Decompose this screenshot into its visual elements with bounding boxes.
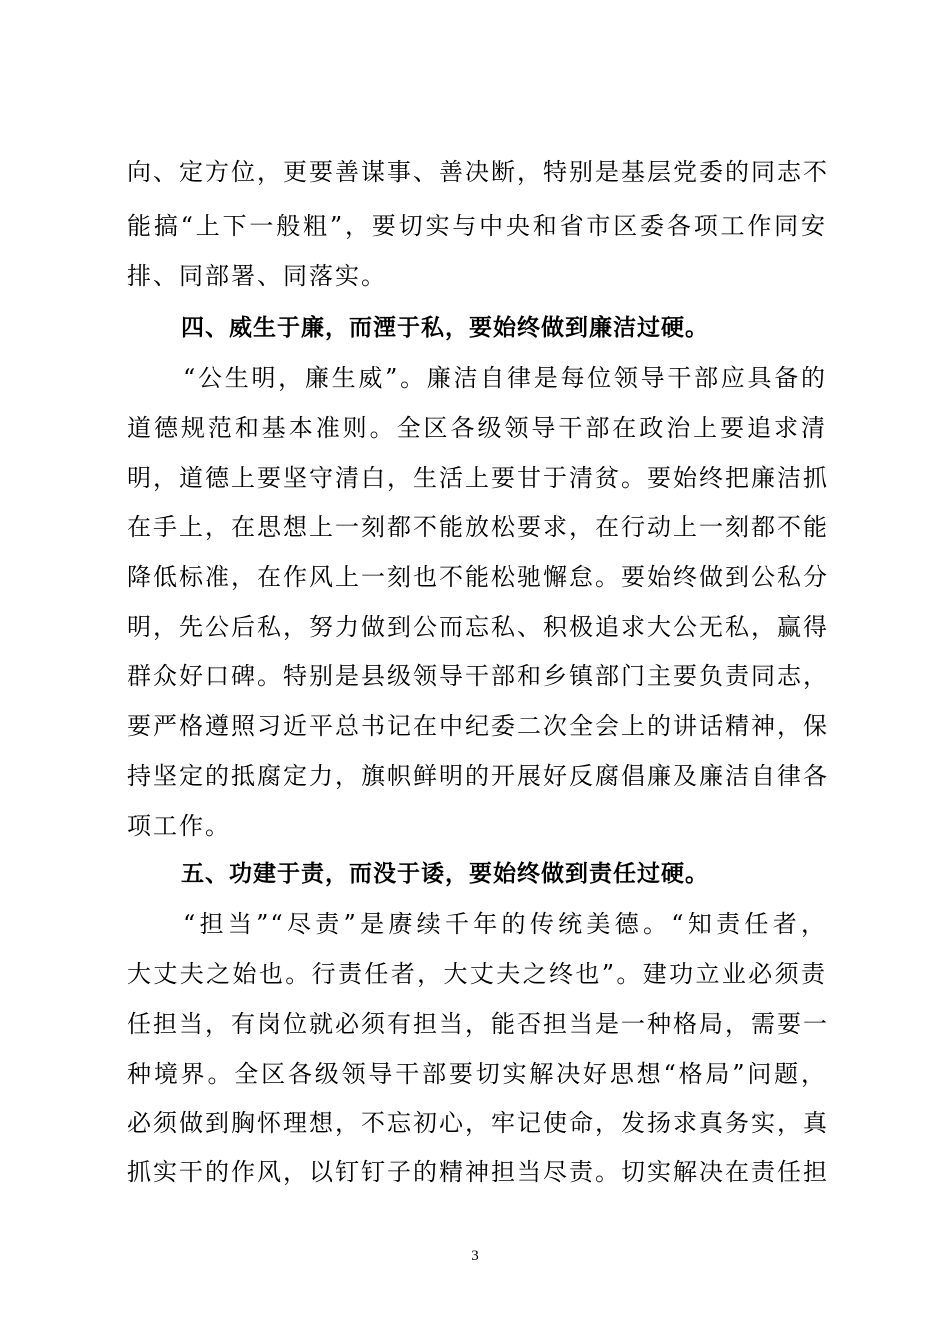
paragraph-line: 项工作。 [127, 812, 231, 840]
paragraph-line: 明，先公后私，努力做到公而忘私、积极追求大公无私，赢得 [127, 613, 829, 641]
paragraph-line: 群众好口碑。特别是县级领导干部和乡镇部门主要负责同志， [127, 662, 829, 690]
paragraph-line: 种境界。全区各级领导干部要切实解决好思想“格局”问题， [127, 1060, 827, 1088]
paragraph-line: “担当”“尽责”是赓续千年的传统美德。“知责任者， [183, 910, 827, 938]
paragraph-line: 在手上，在思想上一刻都不能放松要求，在行动上一刻都不能 [127, 513, 829, 541]
paragraph-line: 抓实干的作风，以钉钉子的精神担当尽责。切实解决在责任担 [127, 1158, 829, 1186]
paragraph-line: “公生明，廉生威”。廉洁自律是每位领导干部应具备的 [183, 364, 827, 392]
section-heading-five: 五、功建于责，而没于诿，要始终做到责任过硬。 [181, 861, 709, 887]
page-number: 3 [471, 1248, 479, 1264]
paragraph-line: 道德规范和基本准则。全区各级领导干部在政治上要追求清 [127, 414, 827, 442]
paragraph-line: 能搞“上下一般粗”，要切实与中央和省市区委各项工作同安 [127, 212, 827, 240]
paragraph-line: 必须做到胸怀理想，不忘初心，牢记使命，发扬求真务实，真 [127, 1109, 829, 1137]
paragraph-line: 持坚定的抵腐定力，旗帜鲜明的开展好反腐倡廉及廉洁自律各 [127, 762, 829, 790]
paragraph-line: 降低标准，在作风上一刻也不能松驰懈怠。要始终做到公私分 [127, 563, 829, 591]
section-heading-four: 四、威生于廉，而湮于私，要始终做到廉洁过硬。 [181, 315, 709, 341]
paragraph-line: 任担当，有岗位就必须有担当，能否担当是一种格局，需要一 [127, 1010, 829, 1038]
paragraph-line: 排、同部署、同落实。 [127, 262, 387, 290]
paragraph-line: 要严格遵照习近平总书记在中纪委二次全会上的讲话精神，保 [127, 712, 829, 740]
paragraph-line: 大丈夫之始也。行责任者，大丈夫之终也”。建功立业必须责 [127, 960, 827, 988]
paragraph-line: 明，道德上要坚守清白，生活上要甘于清贫。要始终把廉洁抓 [127, 464, 829, 492]
paragraph-line: 向、定方位，更要善谋事、善决断，特别是基层党委的同志不 [127, 158, 829, 186]
